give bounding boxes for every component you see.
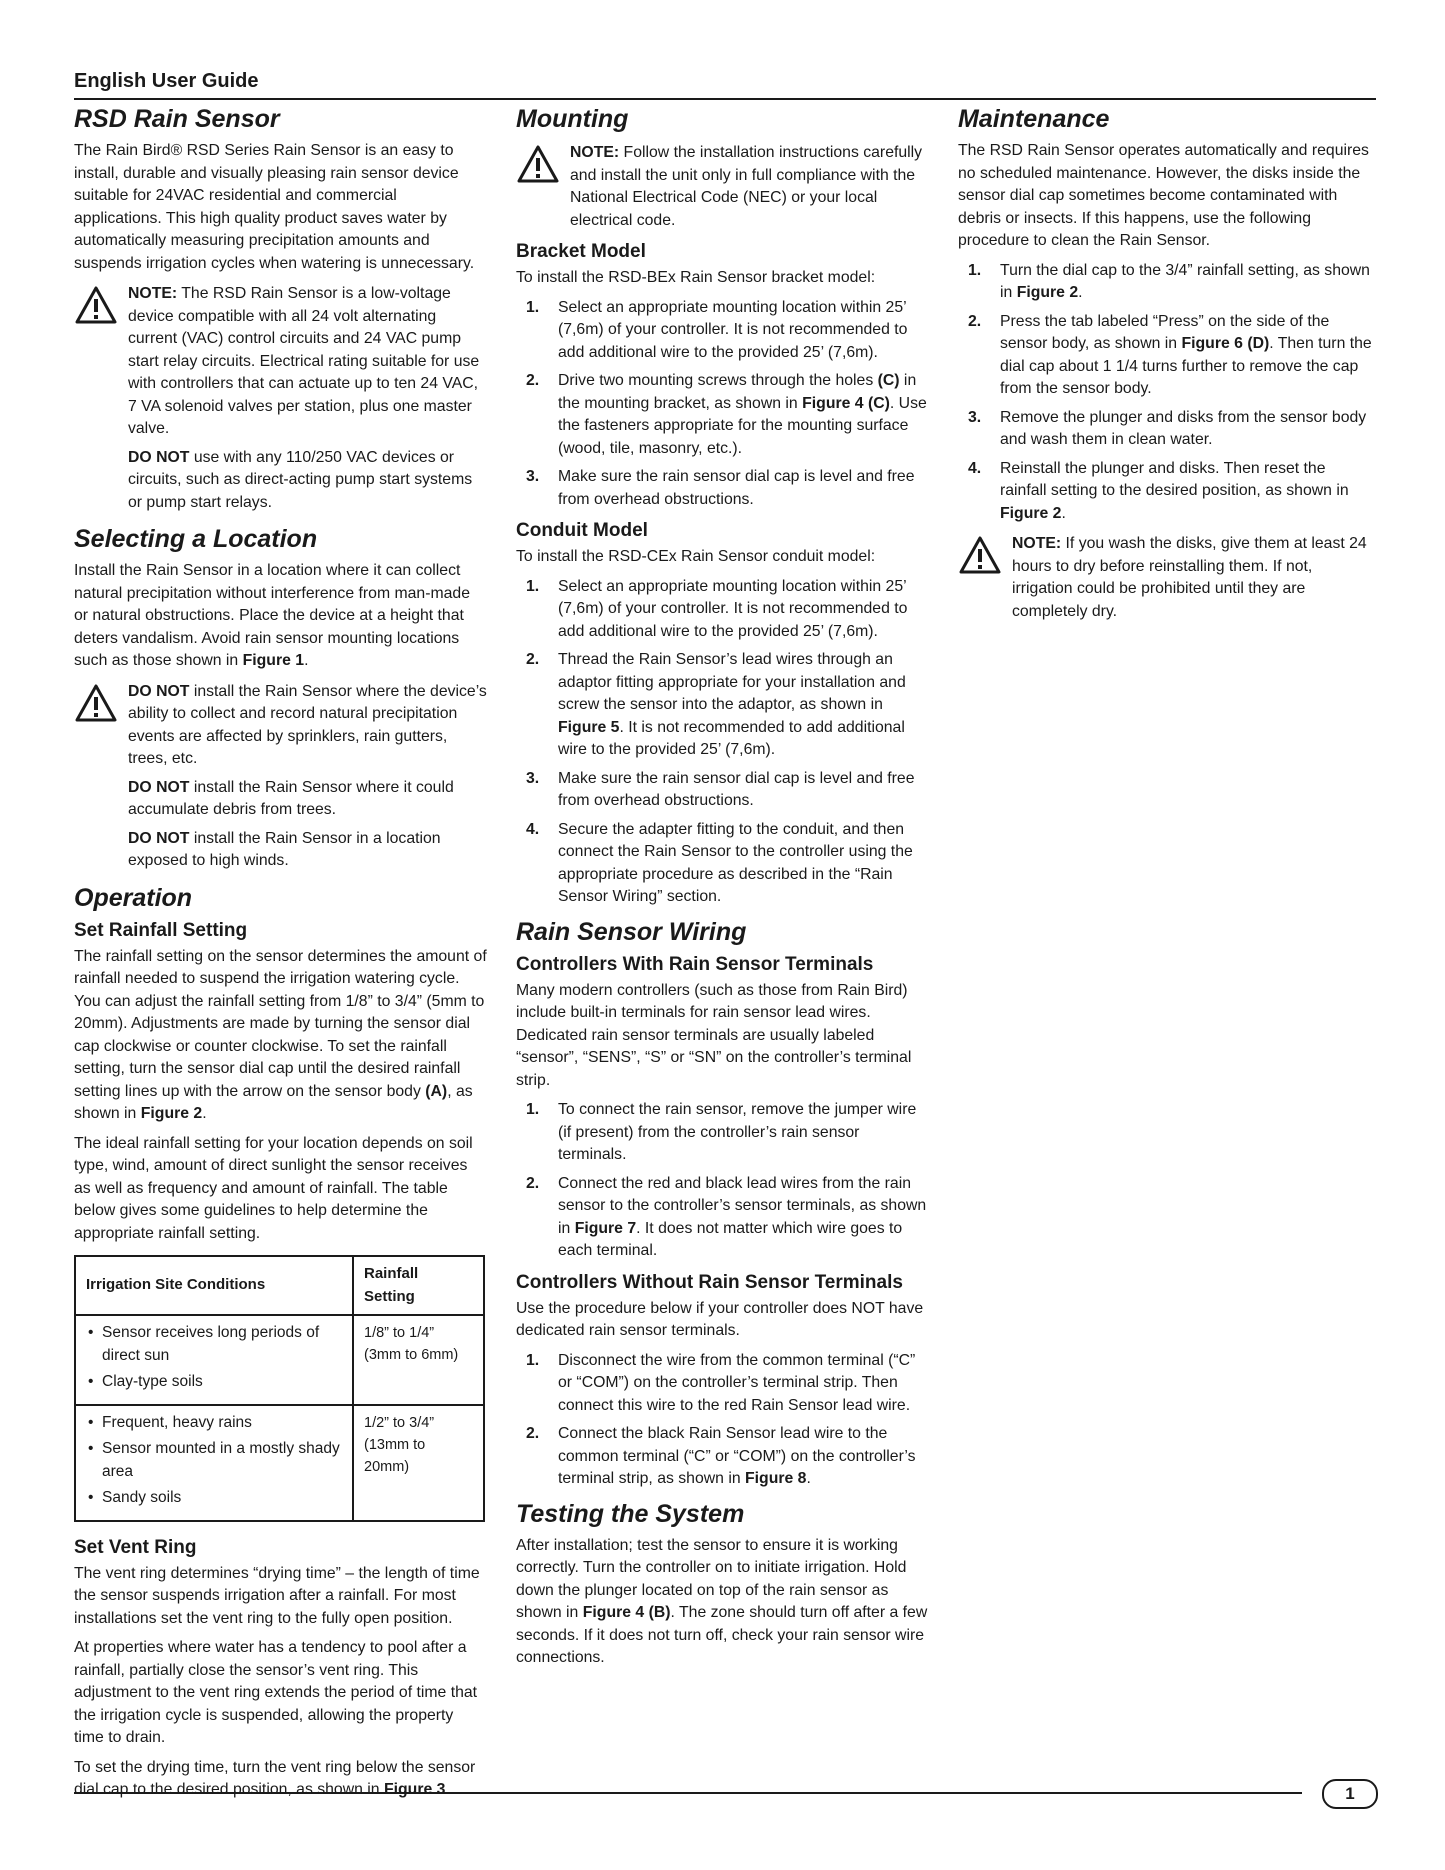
list-item: 4. Reinstall the plunger and disks. Then reset the rainfall setting to the desired position, as shown in Figure 2. xyxy=(968,459,1349,522)
bracket-intro: To install the RSD-BEx Rain Sensor bracket model: xyxy=(516,269,876,286)
list-item: 1. Select an appropriate mounting location within 25’ (7,6m) of your controller. It is not recommended to add additional wire to the provided 25’ (7,6m). xyxy=(526,298,908,361)
list-item: 2. Thread the Rain Sensor’s lead wires through an adaptor fitting appropriate for your installation and screw the sensor into the adaptor, as shown in Figure 5. It is not recommended to add additional wire to the provided 25’ (7,6m). xyxy=(526,651,906,758)
list-item: 2. Press the tab labeled “Press” on the side of the sensor body, as shown in Figure 6 (D). Then turn the dial cap about 1 1/4 turns further to remove the cap from the sensor body. xyxy=(968,312,1372,397)
column-middle xyxy=(516,104,931,1677)
table-header-setting: Rainfall Setting xyxy=(353,1256,484,1315)
list-item: 1. To connect the rain sensor, remove the jumper wire (if present) from the controller’s rain sensor terminals. xyxy=(526,1101,917,1163)
column-right xyxy=(958,104,1373,631)
rainfall-table xyxy=(74,1255,485,1522)
with-terminals-text: Many modern controllers (such as those from Rain Bird) include built-in terminals for rain sensor lead wires. Dedicated rain sensor terminals are usually labeled “sensor”, “SENS”, “S” or “SN” on the controller’s terminal strip. xyxy=(516,981,912,1089)
subheading-set-vent-ring: Set Vent Ring xyxy=(74,1536,197,1558)
subheading-conduit-model: Conduit Model xyxy=(516,520,648,541)
page-header xyxy=(74,70,1376,100)
subheading-bracket-model: Bracket Model xyxy=(516,241,646,262)
mounting-note: NOTE: Follow the installation instructions carefully and install the unit only in full compliance with the National Electrical Code (NEC) or your local electrical code. xyxy=(516,142,931,232)
warning-icon xyxy=(958,535,1002,575)
location-text: Install the Rain Sensor in a location where it can collect natural precipitation without interference from man-made or natural obstructions. Place the device at a height that deters vandalism. Avoid rain sensor mounting locations such as those shown in Figure 1. xyxy=(74,562,470,669)
table-header-row xyxy=(75,1256,484,1315)
vent-text-1: The vent ring determines “drying time” – the length of time the sensor suspends irrigation after a rainfall. For most installations set the vent ring to the fully open position. xyxy=(74,1564,480,1627)
rsd-note: NOTE: The RSD Rain Sensor is a low-voltage device compatible with all 24 volt alternating current (VAC) control circuits and 24 VAC pump start relay circuits. Electrical rating suitable for use with controllers that can actuate up to ten 24 VAC, 7 VA solenoid valves per station, plus one master valve. DO NOT use with any 110/250 VAC devices or circuits, such as direct-acting pump start systems or pump start relays. xyxy=(74,283,487,514)
page-number: 1 xyxy=(1322,1779,1378,1809)
maintenance-note: NOTE: If you wash the disks, give them at least 24 hours to dry before reinstalling them. If not, irrigation could be prohibited until they are completely dry. xyxy=(958,533,1373,623)
location-note: DO NOT install the Rain Sensor where the device’s ability to collect and record natural precipitation events are affected by sprinklers, rain gutters, trees, etc. DO NOT install the Rain Sensor where it could accumulate debris from trees. DO NOT install the Rain Sensor in a location exposed to high winds. xyxy=(74,681,487,873)
list-item: 2. Drive two mounting screws through the holes (C) in the mounting bracket, as shown in Figure 4 (C). Use the fasteners appropriate for the mounting surface (wood, tile, masonry, etc.). xyxy=(526,372,927,457)
subheading-without-terminals: Controllers Without Rain Sensor Terminals xyxy=(516,1271,903,1293)
heading-operation: Operation xyxy=(74,883,193,912)
table-row: • Frequent, heavy rains • Sensor mounted in a mostly shady area • Sandy soils 1/2” to 3/4” (13mm to 20mm) xyxy=(75,1405,484,1521)
rainfall-text-2: The ideal rainfall setting for your location depends on soil type, wind, amount of direct sunlight the sensor receives as well as frequency and amount of rainfall. The table below gives some guidelines to help determine the appropriate rainfall setting. xyxy=(74,1134,473,1242)
guide-title: English User Guide xyxy=(74,70,259,92)
heading-rain-sensor-wiring: Rain Sensor Wiring xyxy=(516,917,747,946)
table-row: • Sensor receives long periods of direct sun • Clay-type soils 1/8” to 1/4” (3mm to 6mm) xyxy=(75,1315,484,1405)
list-item: 3. Make sure the rain sensor dial cap is level and free from overhead obstructions. xyxy=(526,468,915,508)
heading-testing-system: Testing the System xyxy=(516,1499,745,1528)
maintenance-intro: The RSD Rain Sensor operates automatically and requires no scheduled maintenance. However, the disks inside the sensor dial cap sometimes become contaminated with debris or insects. If this happens, use the following procedure to clean the Rain Sensor. xyxy=(958,142,1369,249)
list-item: 1. Turn the dial cap to the 3/4” rainfall setting, as shown in Figure 2. xyxy=(968,261,1370,301)
vent-text-3: To set the drying time, turn the vent ring below the sensor dial cap to the desired position, as shown in Figure 3. xyxy=(74,1758,476,1798)
table-header-conditions: Irrigation Site Conditions xyxy=(75,1256,353,1315)
heading-selecting-location: Selecting a Location xyxy=(74,525,318,553)
vent-text-2: At properties where water has a tendency to pool after a rainfall, partially close the sensor’s vent ring. This adjustment to the vent ring extends the period of time that the irrigation cycle is suspended, allowing the property time to drain. xyxy=(74,1639,478,1746)
list-item: 2. Connect the black Rain Sensor lead wire to the common terminal (“C” or “COM”) on the controller’s terminal strip, as shown in Figure 8. xyxy=(526,1425,916,1487)
bracket-steps xyxy=(516,297,931,512)
warning-icon xyxy=(74,683,118,723)
warning-icon xyxy=(516,144,560,184)
conduit-intro: To install the RSD-CEx Rain Sensor conduit model: xyxy=(516,548,876,565)
warning-icon xyxy=(74,285,118,325)
rsd-intro: The Rain Bird® RSD Series Rain Sensor is an easy to install, durable and visually pleasing rain sensor device suitable for 24VAC residential and commercial applications. This high quality product saves water by automatically measuring precipitation amounts and suspends irrigation cycles when watering is unnecessary. xyxy=(74,142,475,272)
list-item: 3. Remove the plunger and disks from the sensor body and wash them in clean water. xyxy=(968,408,1367,448)
without-terminals-text: Use the procedure below if your controller does NOT have dedicated rain sensor terminals. xyxy=(516,1299,924,1339)
testing-text: After installation; test the sensor to ensure it is working correctly. Turn the controller on to initiate irrigation. Hold down the plunger located on top of the rain sensor as shown in Figure 4 (B). The zone should turn off after a few seconds. If it does not turn off, check your rain sensor wire connections. xyxy=(516,1536,928,1666)
subheading-with-terminals: Controllers With Rain Sensor Terminals xyxy=(516,953,874,975)
with-terminals-steps xyxy=(516,1099,931,1263)
maintenance-steps xyxy=(958,260,1373,526)
list-item: 3. Make sure the rain sensor dial cap is level and free from overhead obstructions. xyxy=(526,769,915,809)
heading-rsd-rain-sensor: RSD Rain Sensor xyxy=(74,105,280,133)
list-item: 1. Select an appropriate mounting location within 25’ (7,6m) of your controller. It is not recommended to add additional wire to the provided 25’ (7,6m). xyxy=(526,577,908,640)
list-item: 4. Secure the adapter fitting to the conduit, and then connect the Rain Sensor to the controller using the appropriate procedure as described in the “Rain Sensor Wiring” section. xyxy=(526,820,913,905)
heading-mounting: Mounting xyxy=(516,105,629,133)
rainfall-text-1: The rainfall setting on the sensor determines the amount of rainfall needed to suspend the irrigation watering cycle. You can adjust the rainfall setting from 1/8” to 3/4” (5mm to 20mm). Adjustments are made by turning the sensor dial cap clockwise or counter clockwise. To set the rainfall setting, turn the sensor dial cap until the desired rainfall setting lines up with the arrow on the sensor body (A), as shown in Figure 2. xyxy=(74,947,487,1122)
heading-maintenance: Maintenance xyxy=(958,105,1110,133)
subheading-set-rainfall: Set Rainfall Setting xyxy=(74,919,248,941)
column-left xyxy=(74,104,487,1809)
list-item: 1. Disconnect the wire from the common terminal (“C” or “COM”) on the controller’s terminal strip. Then connect this wire to the red Rain Sensor lead wire. xyxy=(526,1351,916,1414)
list-item: 2. Connect the red and black lead wires from the rain sensor to the controller’s sensor terminals, as shown in Figure 7. It does not matter which wire goes to each terminal. xyxy=(526,1174,927,1259)
without-terminals-steps xyxy=(516,1350,931,1491)
conduit-steps xyxy=(516,576,931,909)
footer-divider xyxy=(74,1792,1302,1794)
